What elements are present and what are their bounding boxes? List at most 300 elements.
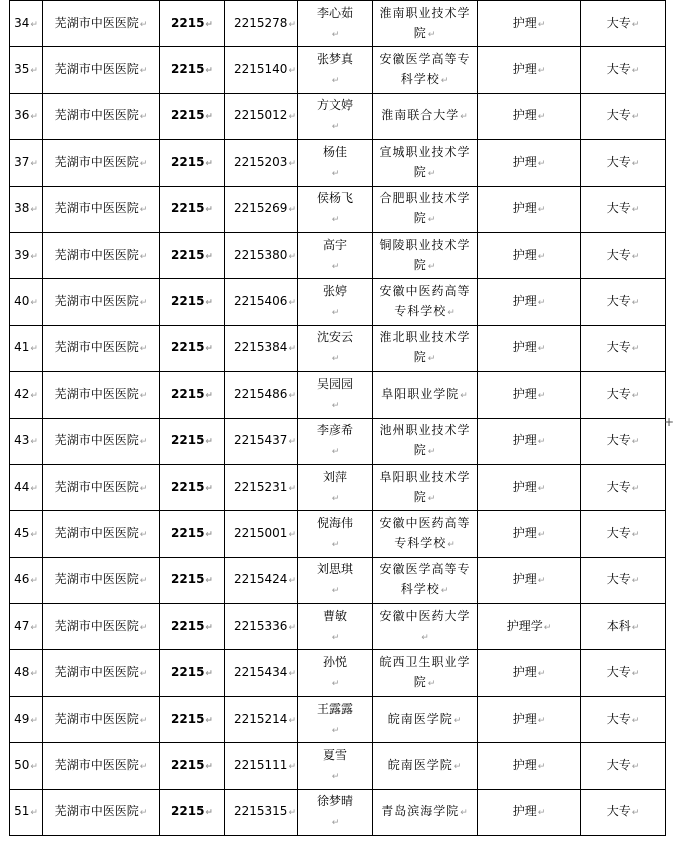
row-number: 37 — [14, 154, 30, 169]
paragraph-mark-icon: ↵ — [631, 205, 640, 216]
paragraph-mark-icon: ↵ — [440, 586, 450, 597]
exam-id: 2215203 — [234, 154, 288, 169]
row-number: 40 — [14, 294, 30, 309]
cell-school — [373, 47, 478, 93]
table-row — [10, 743, 666, 789]
paragraph-mark-icon: ↵ — [331, 261, 340, 272]
paragraph-mark-icon: ↵ — [205, 576, 213, 587]
cell-number — [10, 557, 43, 603]
cell-number — [10, 789, 43, 835]
paragraph-mark-icon: ↵ — [331, 493, 340, 504]
row-number: 45 — [14, 525, 30, 540]
cell-exam-id — [225, 511, 298, 557]
hospital-name: 芜湖市中医医院 — [54, 618, 139, 633]
cell-exam-id — [225, 650, 298, 696]
cell-education-level — [581, 232, 666, 278]
hospital-name: 芜湖市中医医院 — [54, 525, 139, 540]
paragraph-mark-icon: ↵ — [288, 529, 296, 540]
paragraph-mark-icon: ↵ — [288, 715, 296, 726]
paragraph-mark-icon: ↵ — [427, 679, 437, 690]
candidate-name-wrap — [317, 188, 353, 230]
major: 护理 — [512, 154, 537, 169]
cell-hospital — [43, 47, 160, 93]
education-level: 大专 — [606, 247, 631, 262]
position-code: 2215 — [171, 294, 205, 309]
position-code: 2215 — [171, 711, 205, 726]
education-level: 本科 — [606, 618, 631, 633]
cell-education-level — [581, 511, 666, 557]
paragraph-mark-icon: ↵ — [30, 576, 38, 587]
cell-name — [298, 140, 373, 186]
cell-school — [373, 743, 478, 789]
cell-school — [373, 325, 478, 371]
cell-name — [298, 325, 373, 371]
paragraph-mark-icon: ↵ — [205, 66, 213, 77]
school-name-line2: 科学校 — [400, 72, 440, 87]
position-code: 2215 — [171, 62, 205, 77]
row-number: 50 — [14, 757, 30, 772]
paragraph-mark-icon: ↵ — [331, 818, 340, 829]
paragraph-mark-icon: ↵ — [139, 158, 148, 169]
exam-id: 2215001 — [234, 525, 288, 540]
paragraph-mark-icon: ↵ — [30, 251, 38, 262]
paragraph-mark-icon: ↵ — [205, 715, 213, 726]
candidate-name: 王露露 — [316, 701, 353, 716]
cell-school — [373, 186, 478, 232]
school-name-wrap — [377, 420, 473, 462]
paragraph-mark-icon: ↵ — [288, 205, 296, 216]
table-row — [10, 325, 666, 371]
school-name-line1: 安徽中医药高等 — [379, 284, 471, 299]
paragraph-mark-icon: ↵ — [537, 529, 546, 540]
cell-school — [373, 604, 478, 650]
school-name-line2: 院 — [413, 489, 427, 504]
paragraph-mark-icon: ↵ — [288, 761, 296, 772]
candidate-name: 张梦真 — [316, 52, 353, 67]
school-name-line1: 安徽医学高等专 — [379, 562, 471, 577]
paragraph-mark-icon: ↵ — [537, 66, 546, 77]
paragraph-mark-icon: ↵ — [205, 669, 213, 680]
paragraph-mark-icon: ↵ — [331, 771, 340, 782]
paragraph-mark-icon: ↵ — [537, 344, 546, 355]
candidate-name: 李心茹 — [316, 5, 353, 20]
school-name-line1: 皖南医学院 — [387, 711, 453, 726]
hospital-name: 芜湖市中医医院 — [54, 340, 139, 355]
paragraph-mark-icon: ↵ — [30, 205, 38, 216]
paragraph-mark-icon: ↵ — [331, 215, 340, 226]
paragraph-mark-icon: ↵ — [631, 622, 640, 633]
school-name-wrap — [377, 281, 473, 323]
hospital-name: 芜湖市中医医院 — [54, 433, 139, 448]
candidate-name: 刘萍 — [322, 469, 347, 484]
exam-id: 2215380 — [234, 247, 288, 262]
school-name-line1: 阜阳职业学院 — [381, 386, 460, 401]
candidate-name-wrap — [323, 606, 347, 648]
cell-school — [373, 511, 478, 557]
paragraph-mark-icon: ↵ — [631, 390, 640, 401]
paragraph-mark-icon: ↵ — [288, 344, 296, 355]
cell-position-code — [160, 186, 225, 232]
paragraph-mark-icon: ↵ — [631, 808, 640, 819]
cell-education-level — [581, 557, 666, 603]
cell-exam-id — [225, 372, 298, 418]
school-name-line2: 科学校 — [400, 582, 440, 597]
paragraph-mark-icon: ↵ — [427, 354, 437, 365]
paragraph-mark-icon: ↵ — [288, 390, 296, 401]
paragraph-mark-icon: ↵ — [427, 493, 437, 504]
candidate-name-wrap — [323, 652, 347, 694]
paragraph-mark-icon: ↵ — [30, 715, 38, 726]
position-code: 2215 — [171, 525, 205, 540]
cell-name — [298, 47, 373, 93]
paragraph-mark-icon: ↵ — [331, 308, 340, 319]
cell-education-level — [581, 650, 666, 696]
paragraph-mark-icon: ↵ — [631, 112, 640, 123]
education-level: 大专 — [606, 757, 631, 772]
paragraph-mark-icon: ↵ — [631, 298, 640, 309]
cell-education-level — [581, 186, 666, 232]
exam-id: 2215140 — [234, 62, 288, 77]
candidate-name-wrap — [317, 699, 353, 741]
paragraph-mark-icon: ↵ — [631, 761, 640, 772]
row-number: 51 — [14, 804, 30, 819]
exam-id: 2215437 — [234, 433, 288, 448]
education-level: 大专 — [606, 386, 631, 401]
school-name-line1: 皖西卫生职业学 — [379, 655, 471, 670]
paragraph-mark-icon: ↵ — [537, 483, 546, 494]
paragraph-mark-icon: ↵ — [331, 632, 340, 643]
cell-name — [298, 418, 373, 464]
education-level: 大专 — [606, 804, 631, 819]
school-name-line2: 院 — [413, 675, 427, 690]
paragraph-mark-icon: ↵ — [631, 66, 640, 77]
candidate-name: 沈安云 — [316, 330, 353, 345]
school-name-wrap — [377, 3, 473, 45]
position-code: 2215 — [171, 108, 205, 123]
table-row — [10, 1, 666, 47]
cell-position-code — [160, 557, 225, 603]
row-number: 36 — [14, 108, 30, 123]
candidate-name: 夏雪 — [322, 747, 347, 762]
cell-exam-id — [225, 325, 298, 371]
paragraph-mark-icon: ↵ — [631, 158, 640, 169]
education-level: 大专 — [606, 15, 631, 30]
paragraph-mark-icon: ↵ — [537, 19, 546, 30]
paragraph-mark-icon: ↵ — [460, 808, 469, 819]
cell-exam-id — [225, 464, 298, 510]
paragraph-mark-icon: ↵ — [288, 112, 296, 123]
major: 护理 — [512, 108, 537, 123]
position-code: 2215 — [171, 572, 205, 587]
cell-school — [373, 418, 478, 464]
cell-hospital — [43, 325, 160, 371]
school-name-line1: 宣城职业技术学院 — [379, 144, 471, 179]
cell-hospital — [43, 279, 160, 325]
cell-exam-id — [225, 743, 298, 789]
paragraph-mark-icon: ↵ — [205, 437, 213, 448]
expand-handle-icon[interactable]: + — [664, 415, 674, 429]
paragraph-mark-icon: ↵ — [331, 679, 340, 690]
cell-name — [298, 604, 373, 650]
hospital-name: 芜湖市中医医院 — [54, 665, 139, 680]
paragraph-mark-icon: ↵ — [447, 539, 456, 550]
cell-position-code — [160, 140, 225, 186]
cell-major — [478, 696, 581, 742]
hospital-name: 芜湖市中医医院 — [54, 154, 139, 169]
paragraph-mark-icon: ↵ — [288, 298, 296, 309]
paragraph-mark-icon: ↵ — [288, 808, 296, 819]
candidate-name-wrap — [317, 513, 353, 555]
exam-id: 2215214 — [234, 711, 288, 726]
cell-name — [298, 464, 373, 510]
row-number: 35 — [14, 62, 30, 77]
cell-position-code — [160, 418, 225, 464]
cell-number — [10, 1, 43, 47]
exam-id: 2215111 — [234, 757, 288, 772]
school-name-line2: 院 — [413, 257, 427, 272]
paragraph-mark-icon: ↵ — [30, 437, 38, 448]
cell-position-code — [160, 696, 225, 742]
position-code: 2215 — [171, 154, 205, 169]
row-number: 48 — [14, 665, 30, 680]
cell-hospital — [43, 604, 160, 650]
major: 护理 — [512, 479, 537, 494]
cell-name — [298, 789, 373, 835]
paragraph-mark-icon: ↵ — [205, 205, 213, 216]
major: 护理 — [512, 804, 537, 819]
school-name-line1: 池州职业技术学 — [379, 423, 471, 438]
cell-name — [298, 696, 373, 742]
paragraph-mark-icon: ↵ — [288, 669, 296, 680]
paragraph-mark-icon: ↵ — [331, 122, 340, 133]
cell-name — [298, 372, 373, 418]
candidate-name-wrap — [317, 791, 353, 833]
paragraph-mark-icon: ↵ — [288, 483, 296, 494]
cell-exam-id — [225, 557, 298, 603]
cell-number — [10, 418, 43, 464]
paragraph-mark-icon: ↵ — [288, 437, 296, 448]
major: 护理 — [512, 62, 537, 77]
cell-education-level — [581, 743, 666, 789]
cell-number — [10, 186, 43, 232]
candidate-name: 刘思琪 — [316, 562, 353, 577]
cell-position-code — [160, 47, 225, 93]
cell-position-code — [160, 279, 225, 325]
paragraph-mark-icon: ↵ — [205, 251, 213, 262]
exam-id: 2215434 — [234, 665, 288, 680]
candidate-name: 张婷 — [322, 284, 347, 299]
paragraph-mark-icon: ↵ — [30, 622, 38, 633]
paragraph-mark-icon: ↵ — [205, 808, 213, 819]
cell-name — [298, 1, 373, 47]
candidate-name-wrap — [317, 3, 353, 45]
paragraph-mark-icon: ↵ — [331, 354, 340, 365]
cell-hospital — [43, 186, 160, 232]
cell-hospital — [43, 464, 160, 510]
school-name-line1: 合肥职业技术学 — [379, 191, 471, 206]
school-name-line1: 安徽中医药大学 — [379, 608, 471, 623]
cell-major — [478, 47, 581, 93]
cell-position-code — [160, 1, 225, 47]
paragraph-mark-icon: ↵ — [30, 66, 38, 77]
cell-education-level — [581, 696, 666, 742]
education-level: 大专 — [606, 340, 631, 355]
candidate-name: 高宇 — [322, 237, 347, 252]
paragraph-mark-icon: ↵ — [139, 112, 148, 123]
cell-major — [478, 789, 581, 835]
cell-school — [373, 279, 478, 325]
cell-position-code — [160, 743, 225, 789]
cell-hospital — [43, 743, 160, 789]
paragraph-mark-icon: ↵ — [139, 437, 148, 448]
paragraph-mark-icon: ↵ — [421, 632, 430, 643]
table-row — [10, 650, 666, 696]
cell-exam-id — [225, 140, 298, 186]
school-name-wrap — [377, 384, 473, 406]
table-row — [10, 232, 666, 278]
paragraph-mark-icon: ↵ — [139, 622, 148, 633]
education-level: 大专 — [606, 108, 631, 123]
cell-number — [10, 604, 43, 650]
cell-name — [298, 743, 373, 789]
cell-exam-id — [225, 47, 298, 93]
paragraph-mark-icon: ↵ — [288, 576, 296, 587]
education-level: 大专 — [606, 525, 631, 540]
candidate-name: 方文婷 — [316, 98, 353, 113]
cell-major — [478, 186, 581, 232]
school-name-wrap — [377, 652, 473, 694]
school-name-line1: 皖南医学院 — [387, 757, 453, 772]
position-code: 2215 — [171, 757, 205, 772]
paragraph-mark-icon: ↵ — [537, 576, 546, 587]
paragraph-mark-icon: ↵ — [205, 112, 213, 123]
position-code: 2215 — [171, 201, 205, 216]
row-number: 39 — [14, 247, 30, 262]
cell-major — [478, 743, 581, 789]
education-level: 大专 — [606, 201, 631, 216]
position-code: 2215 — [171, 340, 205, 355]
school-name-wrap — [377, 755, 473, 777]
row-number: 44 — [14, 479, 30, 494]
paragraph-mark-icon: ↵ — [331, 586, 340, 597]
cell-hospital — [43, 418, 160, 464]
cell-education-level — [581, 325, 666, 371]
paragraph-mark-icon: ↵ — [139, 529, 148, 540]
paragraph-mark-icon: ↵ — [139, 66, 148, 77]
major: 护理 — [512, 294, 537, 309]
major: 护理 — [512, 386, 537, 401]
paragraph-mark-icon: ↵ — [537, 761, 546, 772]
candidate-name: 孙悦 — [322, 655, 347, 670]
cell-number — [10, 511, 43, 557]
paragraph-mark-icon: ↵ — [139, 205, 148, 216]
cell-school — [373, 789, 478, 835]
position-code: 2215 — [171, 618, 205, 633]
candidate-name-wrap — [317, 327, 353, 369]
paragraph-mark-icon: ↵ — [30, 761, 38, 772]
exam-id: 2215012 — [234, 108, 288, 123]
cell-exam-id — [225, 279, 298, 325]
cell-hospital — [43, 1, 160, 47]
paragraph-mark-icon: ↵ — [543, 622, 552, 633]
table-row — [10, 604, 666, 650]
cell-education-level — [581, 47, 666, 93]
school-name-wrap — [377, 327, 473, 369]
hospital-name: 芜湖市中医医院 — [54, 711, 139, 726]
candidate-name: 侯杨飞 — [316, 191, 353, 206]
cell-education-level — [581, 372, 666, 418]
major: 护理 — [512, 757, 537, 772]
cell-number — [10, 325, 43, 371]
paragraph-mark-icon: ↵ — [631, 669, 640, 680]
school-name-line2: 专科学校 — [394, 304, 447, 319]
paragraph-mark-icon: ↵ — [537, 437, 546, 448]
paragraph-mark-icon: ↵ — [288, 622, 296, 633]
paragraph-mark-icon: ↵ — [631, 344, 640, 355]
paragraph-mark-icon: ↵ — [205, 390, 213, 401]
paragraph-mark-icon: ↵ — [631, 251, 640, 262]
position-code: 2215 — [171, 479, 205, 494]
education-level: 大专 — [606, 711, 631, 726]
cell-hospital — [43, 232, 160, 278]
paragraph-mark-icon: ↵ — [30, 298, 38, 309]
row-number: 42 — [14, 386, 30, 401]
cell-major — [478, 650, 581, 696]
table-row — [10, 140, 666, 186]
paragraph-mark-icon: ↵ — [139, 808, 148, 819]
paragraph-mark-icon: ↵ — [331, 400, 340, 411]
paragraph-mark-icon: ↵ — [331, 29, 340, 40]
paragraph-mark-icon: ↵ — [331, 447, 340, 458]
paragraph-mark-icon: ↵ — [30, 158, 38, 169]
candidate-name-wrap — [323, 745, 347, 787]
cell-education-level — [581, 418, 666, 464]
major: 护理 — [512, 340, 537, 355]
paragraph-mark-icon: ↵ — [205, 298, 213, 309]
cell-number — [10, 650, 43, 696]
cell-exam-id — [225, 696, 298, 742]
paragraph-mark-icon: ↵ — [537, 808, 546, 819]
paragraph-mark-icon: ↵ — [139, 669, 148, 680]
education-level: 大专 — [606, 665, 631, 680]
education-level: 大专 — [606, 479, 631, 494]
candidate-name-wrap — [323, 467, 347, 509]
cell-school — [373, 140, 478, 186]
paragraph-mark-icon: ↵ — [537, 251, 546, 262]
cell-hospital — [43, 140, 160, 186]
paragraph-mark-icon: ↵ — [30, 390, 38, 401]
major: 护理 — [512, 433, 537, 448]
school-name-wrap — [377, 105, 473, 127]
paragraph-mark-icon: ↵ — [30, 669, 38, 680]
cell-school — [373, 557, 478, 603]
paragraph-mark-icon: ↵ — [447, 308, 456, 319]
paragraph-mark-icon: ↵ — [427, 168, 437, 179]
cell-school — [373, 696, 478, 742]
paragraph-mark-icon: ↵ — [30, 19, 38, 30]
candidate-name-wrap — [317, 374, 353, 416]
education-level: 大专 — [606, 572, 631, 587]
exam-id: 2215269 — [234, 201, 288, 216]
paragraph-mark-icon: ↵ — [537, 112, 546, 123]
position-code: 2215 — [171, 386, 205, 401]
cell-hospital — [43, 650, 160, 696]
cell-major — [478, 279, 581, 325]
paragraph-mark-icon: ↵ — [427, 447, 437, 458]
paragraph-mark-icon: ↵ — [288, 251, 296, 262]
hospital-name: 芜湖市中医医院 — [54, 108, 139, 123]
school-name-line2: 专科学校 — [394, 535, 447, 550]
